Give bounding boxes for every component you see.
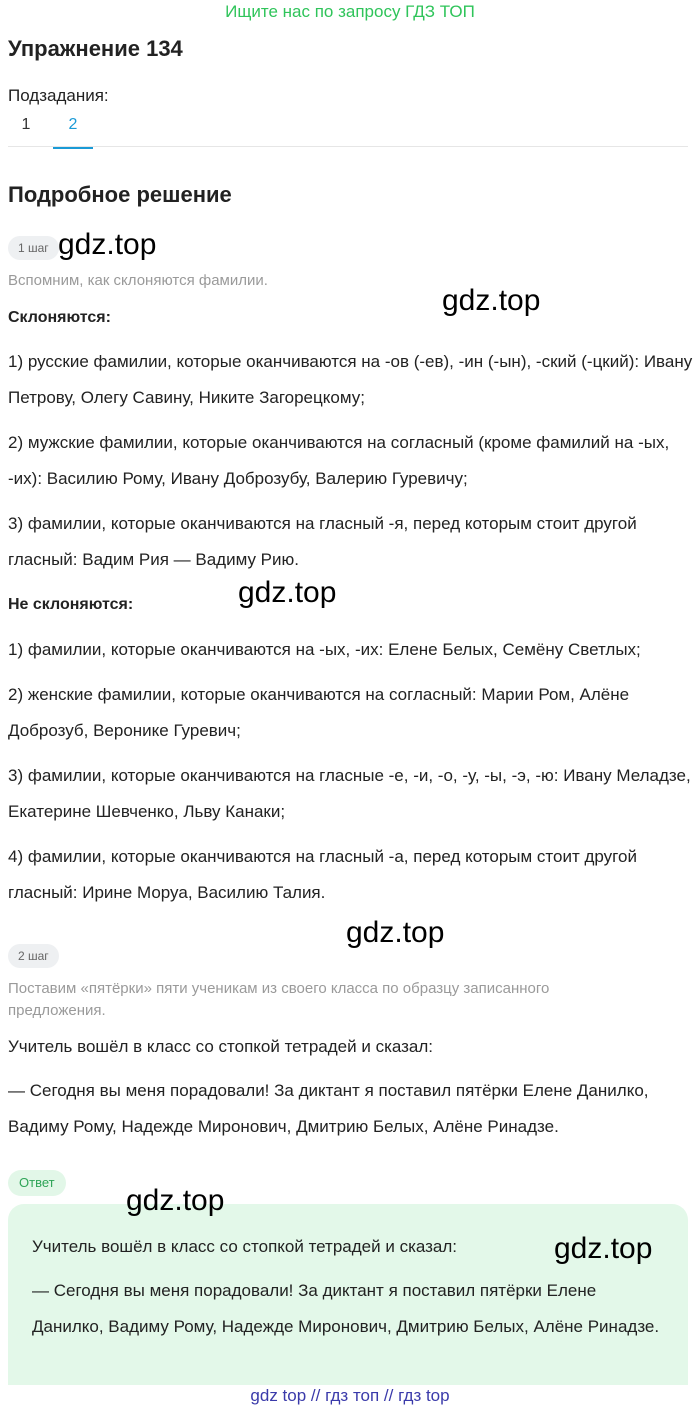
page-title: Упражнение 134 bbox=[8, 36, 183, 61]
step-1-badge: 1 шаг bbox=[8, 236, 59, 260]
declined-item-2: 2) мужские фамилии, которые оканчиваются на согласный (кроме фамилий на -ых, -их): Василию Рому, Ивану Доброзубу, Валерию Гуревичу; bbox=[8, 433, 670, 488]
answer-badge: Ответ bbox=[8, 1170, 66, 1196]
subtask-tab-2[interactable]: 2 bbox=[53, 116, 93, 149]
search-banner: Ищите нас по запросу ГДЗ ТОП bbox=[225, 2, 475, 21]
not-declined-item-3: 3) фамилии, которые оканчиваются на гласные -е, -и, -о, -у, -ы, -э, -ю: Ивану Меладзе, Екатерине Шевченко, Льву Канаки; bbox=[8, 766, 691, 821]
subtasks-label: Подзадания: bbox=[8, 86, 109, 105]
step-2-hint: Поставим «пятёрки» пяти ученикам из своего класса по образцу записанного предложения. bbox=[8, 980, 550, 1019]
watermark: gdz.top bbox=[442, 284, 541, 317]
declined-heading: Склоняются: bbox=[8, 309, 111, 326]
answer-line-2: — Сегодня вы меня порадовали! За диктант я поставил пятёрки Елене Данилко, Вадиму Рому, Надежде Миронович, Дмитрию Белых, Алёне Ринадзе. bbox=[32, 1281, 660, 1336]
watermark: gdz.top bbox=[126, 1184, 225, 1217]
answer-line-1: Учитель вошёл в класс со стопкой тетрадей и сказал: bbox=[32, 1237, 458, 1256]
divider bbox=[8, 146, 688, 147]
subtask-tab-1[interactable]: 1 bbox=[21, 116, 31, 133]
step-1-hint: Вспомним, как склоняются фамилии. bbox=[8, 272, 268, 289]
not-declined-item-2: 2) женские фамилии, которые оканчиваются на согласный: Марии Ром, Алёне Доброзуб, Веронике Гуревич; bbox=[8, 685, 630, 740]
watermark: gdz.top bbox=[238, 576, 337, 609]
step-2-line-1: Учитель вошёл в класс со стопкой тетрадей и сказал: bbox=[8, 1037, 434, 1056]
declined-item-3: 3) фамилии, которые оканчиваются на гласный -я, перед которым стоит другой гласный: Вадим Рия — Вадиму Рию. bbox=[8, 514, 637, 569]
step-2-badge: 2 шаг bbox=[8, 944, 59, 968]
declined-item-1: 1) русские фамилии, которые оканчиваются на -ов (-ев), -ин (-ын), -ский (-цкий): Ивану Петрову, Олегу Савину, Никите Загорецкому; bbox=[8, 352, 693, 407]
watermark: gdz.top bbox=[346, 916, 445, 949]
solution-heading: Подробное решение bbox=[8, 182, 232, 207]
not-declined-item-4: 4) фамилии, которые оканчиваются на гласный -а, перед которым стоит другой гласный: Ирине Моруа, Василию Талия. bbox=[8, 847, 637, 902]
watermark: gdz.top bbox=[554, 1232, 653, 1265]
not-declined-heading: Не склоняются: bbox=[8, 596, 134, 613]
watermark: gdz.top bbox=[58, 228, 157, 261]
not-declined-item-1: 1) фамилии, которые оканчиваются на -ых, -их: Елене Белых, Семёну Светлых; bbox=[8, 640, 641, 659]
step-2-line-2: — Сегодня вы меня порадовали! За диктант я поставил пятёрки Елене Данилко, Вадиму Рому, Надежде Миронович, Дмитрию Белых, Алёне Ринадзе. bbox=[8, 1081, 649, 1136]
footer-links[interactable]: gdz top // гдз топ // гдз top bbox=[250, 1386, 450, 1405]
